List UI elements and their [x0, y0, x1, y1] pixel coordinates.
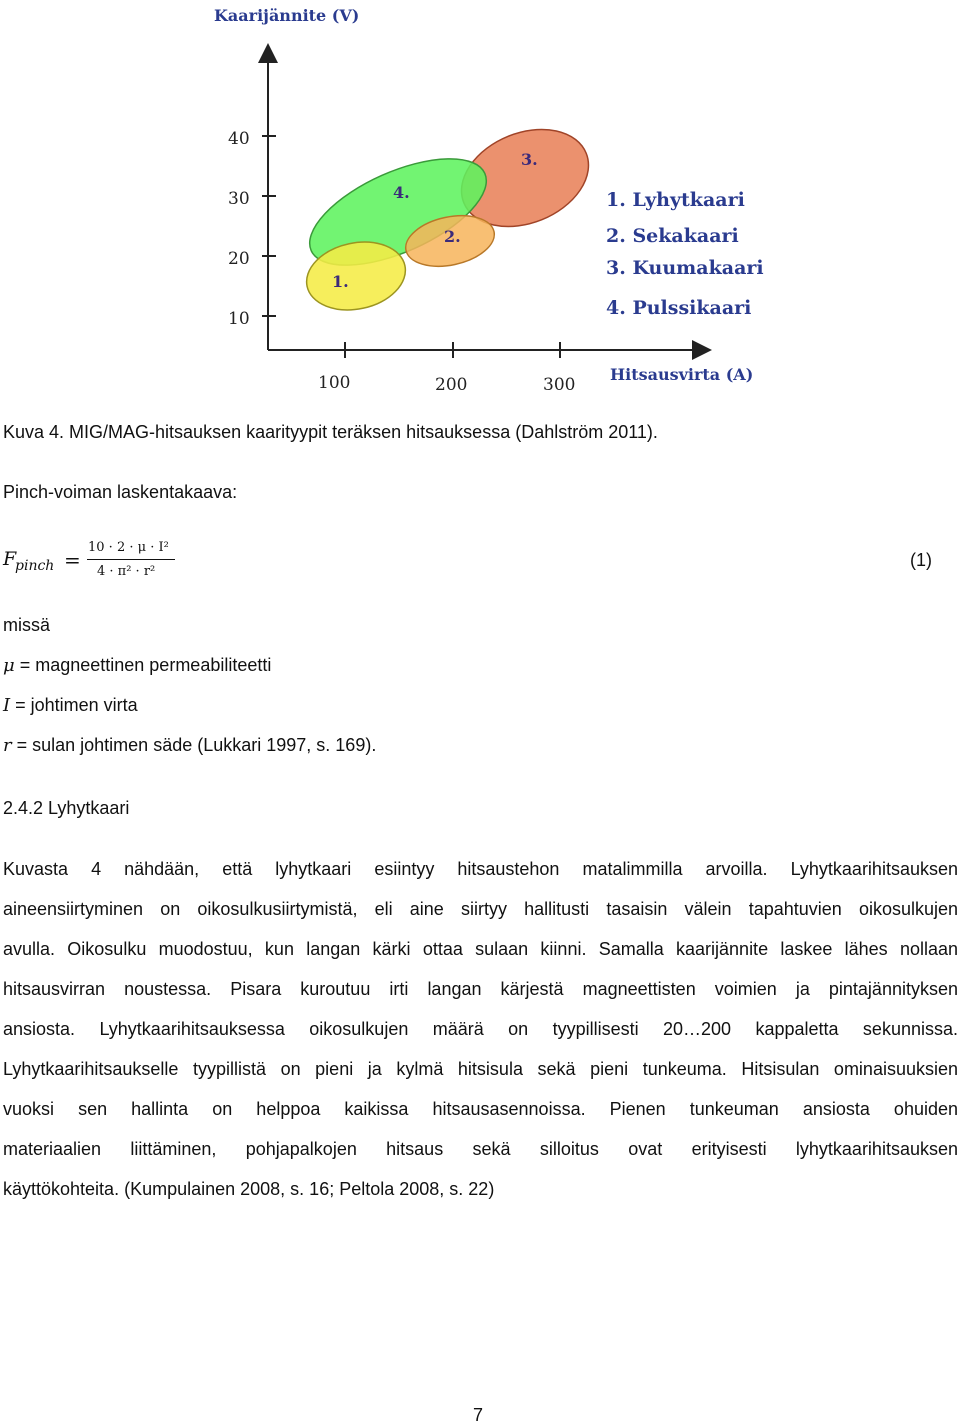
- region-label: 2.: [444, 227, 461, 246]
- page-number: 7: [473, 1405, 484, 1425]
- paragraph-line: vuoksi sen hallinta on helppoa kaikissa hitsausasennoissa. Pienen tunkeuman ansiosta ohuiden: [3, 1099, 958, 1119]
- definition-symbol: I: [3, 695, 11, 716]
- paragraph-line: avulla. Oikosulku muodostuu, kun langan kärki ottaa sulaan kiinni. Samalla kaarijännite laskee lähes nollaan: [3, 939, 958, 959]
- y-tick-label: 40: [228, 129, 250, 149]
- definition-item: [3, 735, 376, 756]
- definition-symbol: μ: [3, 655, 15, 676]
- y-tick-label: 10: [228, 309, 250, 329]
- paragraph-line: Kuvasta 4 nähdään, että lyhytkaari esiintyy hitsaustehon matalimmilla arvoilla. Lyhytkaarihitsauksen: [3, 859, 958, 879]
- paragraph-line: materiaalien liittäminen, pohjapalkojen hitsaus sekä silloitus ovat erityisesti lyhytkaarihitsauksen: [3, 1139, 958, 1159]
- formula-equals: =: [64, 548, 81, 572]
- region-label: 4.: [393, 183, 410, 202]
- formula-numerator: 10 · 2 · μ · I²: [88, 540, 169, 555]
- paragraph-line: Lyhytkaarihitsaukselle tyypillistä on pieni ja kylmä hitsisula sekä pieni tunkeuma. Hitsisulan ominaisuuksien: [3, 1059, 958, 1079]
- formula-lhs: F: [3, 548, 17, 570]
- pinch-formula: [3, 540, 958, 586]
- legend-item: 4. Pulssikaari: [606, 297, 752, 319]
- x-axis-title: Hitsausvirta (A): [610, 365, 754, 384]
- region-label: 1.: [332, 272, 349, 291]
- where-label: missä: [3, 615, 51, 635]
- x-tick-label: 300: [543, 375, 576, 395]
- definition-text: = johtimen virta: [10, 695, 138, 715]
- section-heading: 2.4.2 Lyhytkaari: [3, 798, 130, 818]
- y-tick-label: 20: [228, 249, 250, 269]
- figure-caption: Kuva 4. MIG/MAG-hitsauksen kaarityypit teräksen hitsauksessa (Dahlström 2011).: [3, 422, 658, 442]
- paragraph-line: ansiosta. Lyhytkaarihitsauksessa oikosulkujen määrä on tyypillisesti 20…200 kappaletta sekunnissa.: [3, 1019, 958, 1039]
- paragraph-line: aineensiirtyminen on oikosulkusiirtymistä, eli aine siirtyy hallitusti tasaisin välein tapahtuvien oikosulkujen: [3, 899, 958, 919]
- definition-item: [3, 695, 138, 716]
- legend-item: 3. Kuumakaari: [606, 257, 764, 279]
- definition-symbol: r: [3, 735, 12, 756]
- legend-item: 2. Sekakaari: [606, 225, 739, 247]
- x-tick-label: 200: [435, 375, 468, 395]
- fraction-bar: [87, 559, 175, 560]
- definition-text: = magneettinen permeabiliteetti: [14, 655, 272, 675]
- equation-number: (1): [910, 550, 932, 570]
- y-tick-label: 30: [228, 189, 250, 209]
- formula-intro: Pinch-voiman laskentakaava:: [3, 482, 238, 502]
- definition-item: [3, 655, 271, 676]
- paragraph-line: käyttökohteita. (Kumpulainen 2008, s. 16; Peltola 2008, s. 22): [3, 1179, 495, 1199]
- x-tick-label: 100: [318, 373, 351, 393]
- definition-text: = sulan johtimen säde (Lukkari 1997, s. 169).: [11, 735, 377, 755]
- formula-lhs-subscript: pinch: [15, 558, 55, 574]
- region-label: 3.: [521, 150, 538, 169]
- paragraph-line: hitsausvirran noustessa. Pisara kuroutuu irti langan kärjestä magneettisten voimien ja pintajännityksen: [3, 979, 958, 999]
- y-axis-title: Kaarijännite (V): [214, 6, 360, 25]
- legend: [606, 189, 764, 319]
- arc-type-figure: [0, 0, 960, 400]
- formula-denominator: 4 · π² · r²: [97, 564, 156, 579]
- legend-item: 1. Lyhytkaari: [606, 189, 745, 211]
